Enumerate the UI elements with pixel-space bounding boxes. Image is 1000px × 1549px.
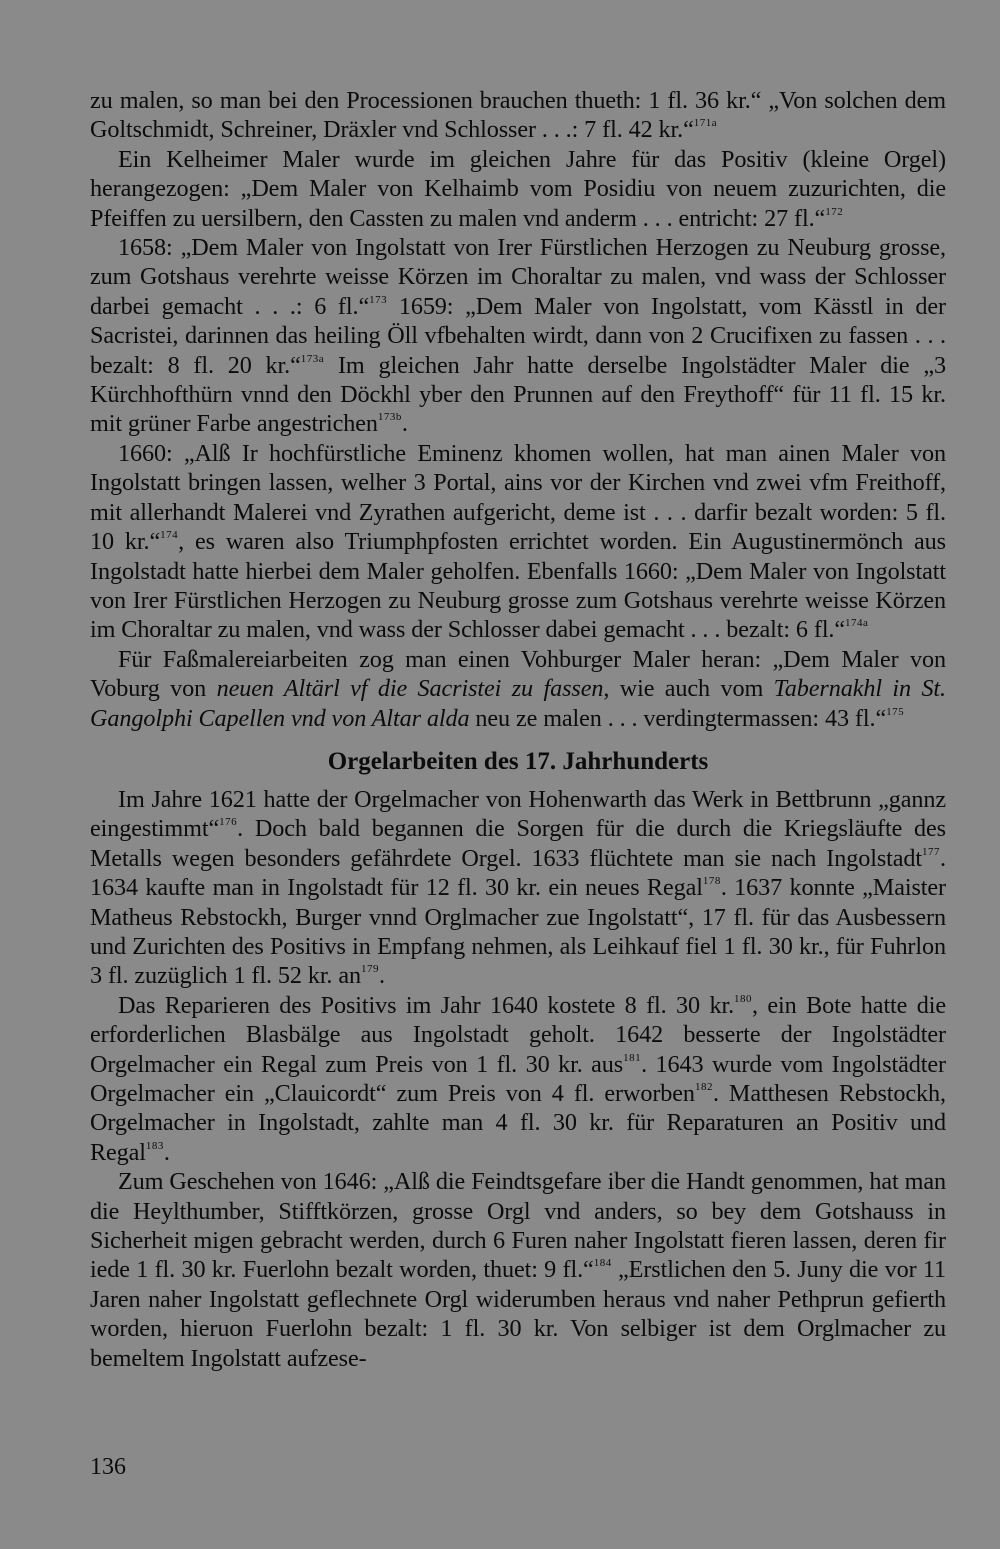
footnote-marker: 174 bbox=[160, 529, 179, 542]
footnote-marker: 173 bbox=[369, 293, 388, 306]
footnote-marker: 174a bbox=[845, 617, 869, 630]
text-run: . 1634 kaufte man in Ingolstadt für 12 fl. 30 kr. ein neues Regal bbox=[90, 844, 946, 902]
paragraph bbox=[90, 145, 946, 233]
paragraph bbox=[90, 991, 946, 1167]
paragraph bbox=[90, 645, 946, 733]
text-run: . bbox=[378, 962, 385, 990]
footnote-marker: 172 bbox=[825, 205, 844, 218]
page-body bbox=[90, 86, 946, 1373]
italic-text: Tabernakhl in St. Gangolphi Capellen vnd von Altar alda bbox=[90, 675, 946, 732]
italic-text: neuen Altärl vf die Sacristei zu fassen bbox=[216, 675, 604, 703]
footnote-marker: 173a bbox=[300, 352, 325, 365]
footnote-marker: 178 bbox=[702, 875, 721, 888]
text-run: . 1637 konnte „Maister Matheus Rebstockh, Burger vnnd Orglmacher zue Ingolstatt“, 17 fl. für das Ausbessern und Zurichten des Positivs in Empfang nehmen, als Leihkauf fiel 1 fl. 30 kr., für Fuhrlon 3 fl. zuzüglich 1 fl. 52 kr. an bbox=[90, 874, 946, 990]
footnote-marker: 175 bbox=[886, 705, 905, 718]
text-run: Im gleichen Jahr hatte derselbe Ingolstädter Maler die „3 Kürchhofthürn vnnd den Döckhl yber den Prunnen auf den Freythoff“ für 11 fl. 15 kr. mit grüner Farbe angestrichen bbox=[90, 351, 947, 438]
text-run: 1658: „Dem Maler von Ingolstatt von Irer Fürstlichen Herzogen zu Neuburg grosse, zum Gotshaus verehrte weisse Körzen im Choraltar zu malen, vnd wass der Schlosser darbei gemacht . . .: 6 fl.“ bbox=[90, 234, 946, 320]
footnote-marker: 176 bbox=[219, 816, 238, 829]
footnote-marker: 181 bbox=[623, 1051, 642, 1064]
text-run: „Erstlichen den 5. Juny die vor 11 Jaren naher Ingolstatt geflechnete Orgl widerumben heraus vnd naher Pethprun gefierth worden, hieruon Fuerlohn bezalt: 1 fl. 30 kr. Von selbiger ist dem Orglmacher zu bemeltem Ingolstatt aufzese- bbox=[90, 1256, 946, 1372]
paragraph bbox=[90, 439, 946, 645]
footnote-marker: 171a bbox=[693, 117, 718, 130]
text-run: , wie auch vom bbox=[603, 675, 774, 703]
footnote-marker: 173b bbox=[377, 411, 402, 424]
footnote-marker: 182 bbox=[694, 1081, 713, 1093]
text-run: . bbox=[401, 410, 408, 438]
paragraph bbox=[90, 1167, 946, 1373]
text-run: Das Reparieren des Positivs im Jahr 1640 kostete 8 fl. 30 kr. bbox=[118, 991, 735, 1019]
footnote-marker: 184 bbox=[593, 1257, 612, 1270]
text-run: . Matthesen Rebstockh, Orgelmacher in Ingolstadt, zahlte man 4 fl. 30 kr. für Reparaturen an Positiv und Regal bbox=[90, 1080, 946, 1166]
text-run: zu malen, so man bei den Processionen brauchen thueth: 1 fl. 36 kr.“ „Von solchen dem Goltschmidt, Schreiner, Dräxler vnd Schlosser . . .: 7 fl. 42 kr.“ bbox=[90, 87, 946, 144]
footnote-marker: 183 bbox=[145, 1139, 164, 1152]
text-run: neu ze malen . . . verdingtermassen: 43 fl.“ bbox=[469, 704, 887, 732]
footnote-marker: 180 bbox=[734, 992, 753, 1005]
footnote-marker: 179 bbox=[360, 963, 379, 976]
text-run: . 1643 wurde vom Ingolstädter Orgelmacher ein „Clauicordt“ zum Preis von 4 fl. erworben bbox=[90, 1050, 946, 1107]
text-run: . Doch bald begannen die Sorgen für die durch die Kriegsläufte des Metalls wegen besonders gefährdete Orgel. 1633 flüchtete man sie nach Ingolstadt bbox=[90, 815, 946, 872]
text-run: Ein Kelheimer Maler wurde im gleichen Jahre für das Positiv (kleine Orgel) herangezogen: „Dem Maler von Kelhaimb vom Posidiu von neuem zuzurichten, die Pfeiffen zu uersilbern, den Cassten zu malen vnd anderm . . . entricht: 27 fl.“ bbox=[90, 145, 946, 232]
text-run: , ein Bote hatte die erforderlichen Blasbälge aus Ingolstadt geholt. 1642 besserte der Ingolstädter Orgelmacher ein Regal zum Preis von 1 fl. 30 kr. aus bbox=[90, 991, 946, 1078]
text-run: Zum Geschehen von 1646: „Alß die Feindtsgefare iber die Handt genommen, hat man die Heylthumber, Stifftkörzen, grosse Orgl vnd anders, so bey dem Gotshauss in Sicherheit migen gebracht werden, durch 6 Furen naher Ingolstatt fieren lassen, deren fir iede 1 fl. 30 kr. Fuerlohn bezalt worden, thuet: 9 fl.“ bbox=[90, 1168, 946, 1284]
page-number: 136 bbox=[90, 1454, 126, 1480]
text-run: Im Jahre 1621 hatte der Orgelmacher von Hohenwarth das Werk in Bettbrunn „gannz eingestimmt“ bbox=[90, 785, 946, 843]
text-run: 1660: „Alß Ir hochfürstliche Eminenz khomen wollen, hat man ainen Maler von Ingolstatt bringen lassen, welher 3 Portal, ains vor der Kirchen vnd zwei vfm Freithoff, mit allerhandt Malerei vnd Zyrathen aufgericht, deme ist . . . darfir bezalt worden: 5 fl. 10 kr.“ bbox=[90, 439, 946, 556]
section-heading: Orgelarbeiten des 17. Jahrhunderts bbox=[327, 747, 709, 775]
footnote-marker: 177 bbox=[922, 845, 941, 858]
text-run: . bbox=[163, 1138, 170, 1166]
text-run: , es waren also Triumphpfosten errichtet worden. Ein Augustinermönch aus Ingolstadt hatte hierbei dem Maler geholfen. Ebenfalls 1660: „Dem Maler von Ingolstatt von Irer Fürstlichen Herzogen zu Neuburg grosse zum Gotshaus verehrte weisse Körzen im Choraltar zu malen, vnd wass der Schlosser dabei gemacht . . . bezalt: 6 fl.“ bbox=[90, 528, 946, 644]
text-run: 1659: „Dem Maler von Ingolstatt, vom Kässtl in der Sacristei, darinnen das heiling Öll vfbehalten wirdt, dann von 2 Crucifixen zu fassen . . . bezalt: 8 fl. 20 kr.“ bbox=[90, 292, 946, 379]
paragraph bbox=[90, 86, 946, 145]
paragraph bbox=[90, 785, 946, 991]
paragraph bbox=[90, 233, 946, 439]
text-run: Für Faßmalereiarbeiten zog man einen Vohburger Maler heran: „Dem Maler von Voburg von bbox=[90, 645, 946, 703]
